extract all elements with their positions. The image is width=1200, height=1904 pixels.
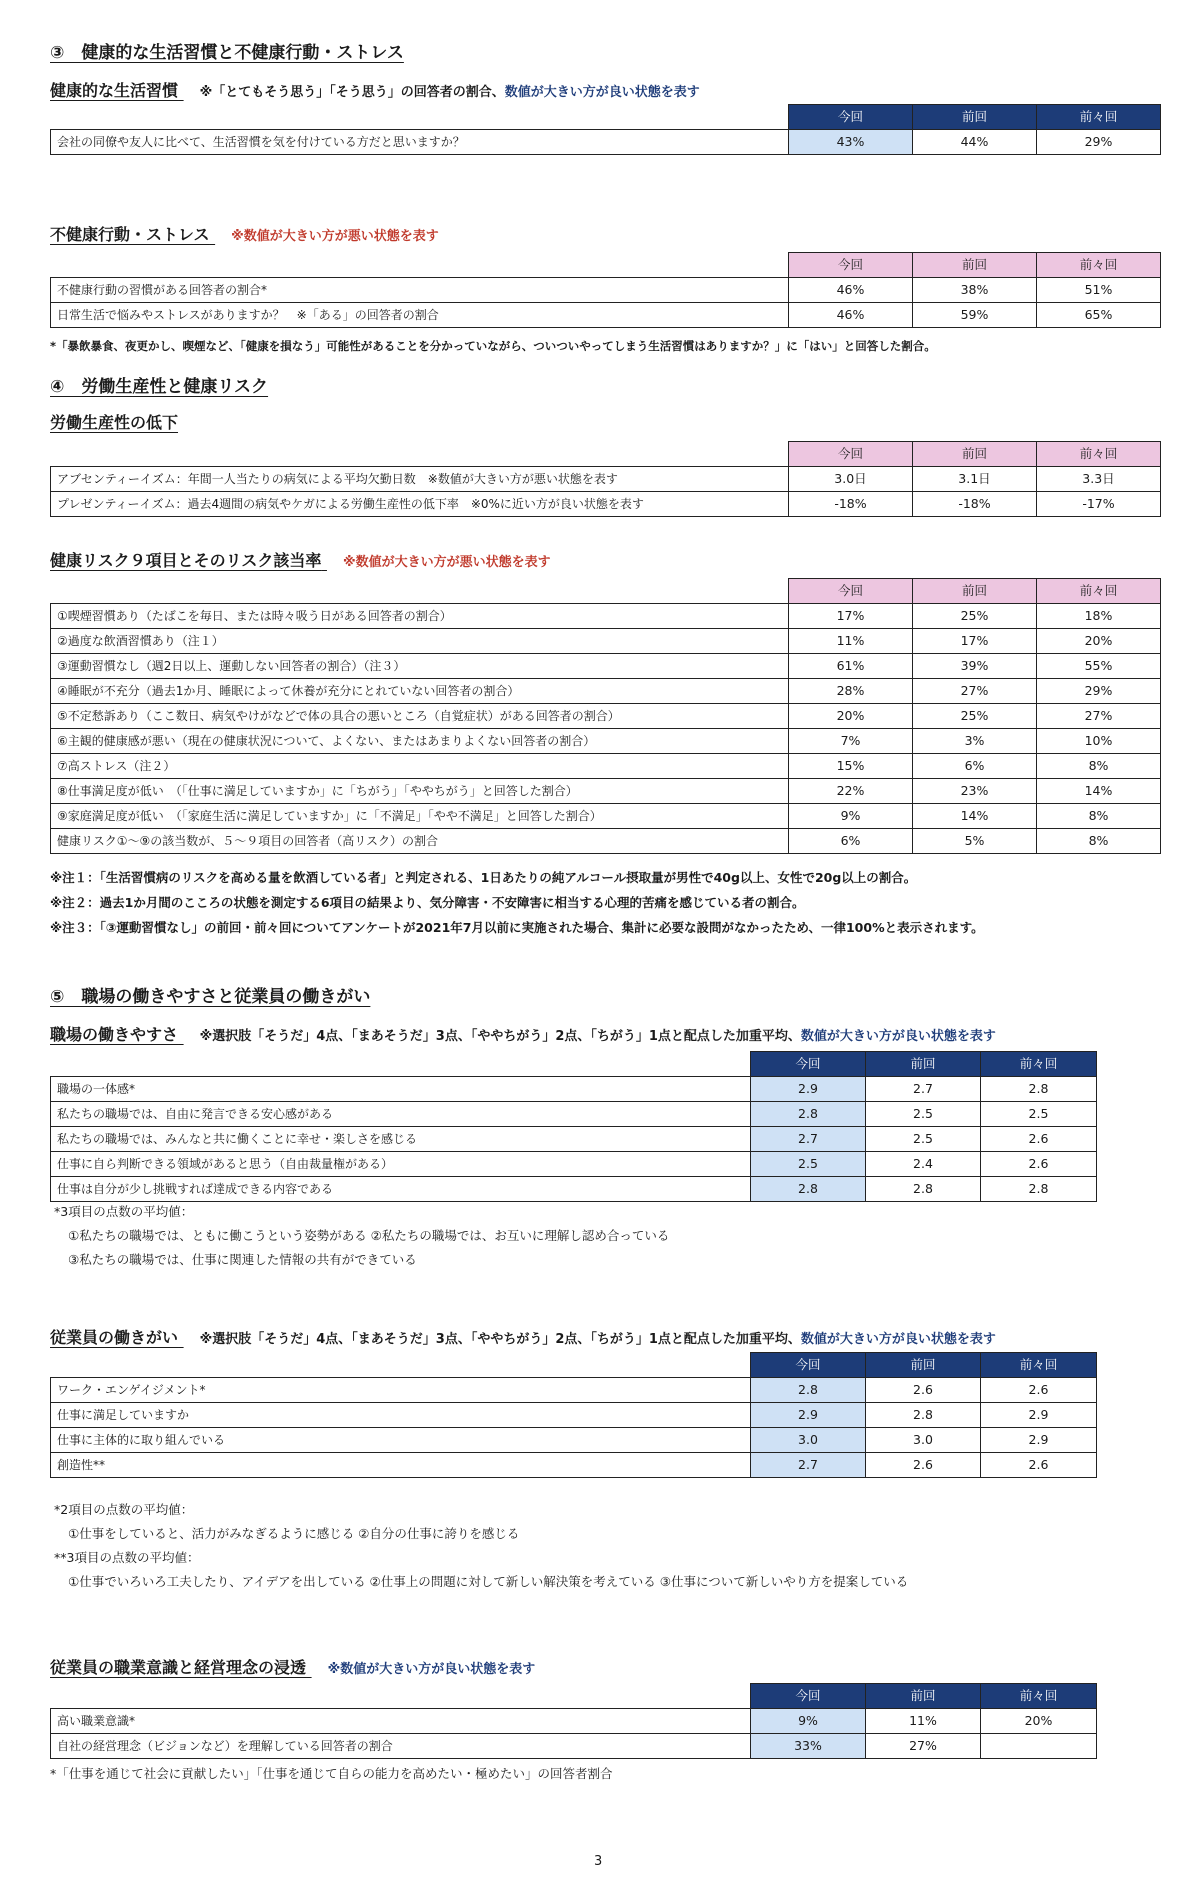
- engagement-note: ※選択肢「そうだ」4点、「まあそうだ」3点、「ややちがう」2点、「ちがう」1点と配点した加重平均、: [199, 1332, 801, 1347]
- awareness-note: ※数値が大きい方が良い状態を表す: [327, 1662, 536, 1677]
- risk-note: ※数値が大きい方が悪い状態を表す: [342, 555, 551, 570]
- engagement-note-1: *2項目の点数の平均値：: [54, 1502, 194, 1517]
- section3-title: ③ 健康的な生活習慣と不健康行動・ストレス: [50, 43, 404, 63]
- table-row: ⑥主観的健康感が悪い（現在の健康状況について、よくない、またはあまりよくない回答者の割合） 7% 3% 10%: [51, 729, 1161, 754]
- lifestyle-note-emph: 数値が大きい方が良い状態を表す: [504, 85, 700, 100]
- engagement-title: 従業員の働きがい ※選択肢「そうだ」4点、「まあそうだ」3点、「ややちがう」2点、「ちがう」1点と配点した加重平均、数値が大きい方が良い状態を表す: [50, 1328, 996, 1347]
- productivity-table: 今回 前回 前々回 アブセンティーイズム：年間一人当たりの病気による平均欠勤日数 ※数値が大きい方が悪い状態を表す 3.0日 3.1日 3.3日 プレゼンティーイズム：過去4週間の病気やケガによる労働生産性の低下率 ※0%に近い方が良い状態を表す -18% -18% -17%: [50, 441, 1161, 517]
- workplace-note: ※選択肢「そうだ」4点、「まあそうだ」3点、「ややちがう」2点、「ちがう」1点と配点した加重平均、: [199, 1029, 801, 1044]
- table-row: 健康リスク①～⑨の該当数が、５～９項目の回答者（高リスク）の割合 6% 5% 8%: [51, 829, 1161, 854]
- table-row: 創造性** 2.7 2.6 2.6: [51, 1453, 1097, 1478]
- workplace-title: 職場の働きやすさ ※選択肢「そうだ」4点、「まあそうだ」3点、「ややちがう」2点、「ちがう」1点と配点した加重平均、数値が大きい方が良い状態を表す: [50, 1025, 996, 1044]
- engagement-note-emph: 数値が大きい方が良い状態を表す: [800, 1332, 996, 1347]
- table-row: 職場の一体感* 2.9 2.7 2.8: [51, 1077, 1097, 1102]
- table-row: 会社の同僚や友人に比べて、生活習慣を気を付けている方だと思いますか？ 43% 44% 29%: [51, 130, 1161, 155]
- unhealthy-table: 今回 前回 前々回 不健康行動の習慣がある回答者の割合* 46% 38% 51% 日常生活で悩みやストレスがありますか？ ※「ある」の回答者の割合 46% 59% 65%: [50, 252, 1161, 328]
- table-row: ④睡眠が不充分（過去1か月、睡眠によって休養が充分にとれていない回答者の割合） 28% 27% 29%: [51, 679, 1161, 704]
- table-row: 私たちの職場では、みんなと共に働くことに幸せ・楽しさを感じる 2.7 2.5 2.6: [51, 1127, 1097, 1152]
- productivity-title: 労働生産性の低下: [50, 413, 179, 432]
- table-row: 自社の経営理念（ビジョンなど）を理解している回答者の割合 33% 27%: [51, 1734, 1097, 1759]
- table-row: 私たちの職場では、自由に発言できる安心感がある 2.8 2.5 2.5: [51, 1102, 1097, 1127]
- table-row: ⑧仕事満足度が低い （「仕事に満足していますか」に「ちがう」「ややちがう」と回答した割合） 22% 23% 14%: [51, 779, 1161, 804]
- workplace-note-2: ①私たちの職場では、ともに働こうという姿勢がある ②私たちの職場では、お互いに理解し認め合っている: [68, 1228, 670, 1243]
- table-row: ③運動習慣なし（週2日以上、運動しない回答者の割合）（注３） 61% 39% 55%: [51, 654, 1161, 679]
- engagement-note-2: ①仕事をしていると、活力がみなぎるように感じる ②自分の仕事に誇りを感じる: [68, 1526, 520, 1541]
- col-header-current: 今回: [789, 105, 913, 130]
- table-row: ①喫煙習慣あり（たばこを毎日、または時々吸う日がある回答者の割合） 17% 25% 18%: [51, 604, 1161, 629]
- table-row: 仕事に主体的に取り組んでいる 3.0 3.0 2.9: [51, 1428, 1097, 1453]
- table-row: ⑤不定愁訴あり（ここ数日、病気やけがなどで体の具合の悪いところ（自覚症状）がある回答者の割合） 20% 25% 27%: [51, 704, 1161, 729]
- lifestyle-table: [50, 104, 1161, 155]
- table-row: 日常生活で悩みやストレスがありますか？ ※「ある」の回答者の割合 46% 59% 65%: [51, 303, 1161, 328]
- risk-note-1: ※注１：「生活習慣病のリスクを高める量を飲酒している者」と判定される、1日あたりの純アルコール摂取量が男性で40g以上、女性で20g以上の割合。: [50, 870, 917, 885]
- awareness-title: 従業員の職業意識と経営理念の浸透 ※数値が大きい方が良い状態を表す: [50, 1658, 536, 1677]
- col-header-before-previous: 前々回: [1037, 105, 1161, 130]
- engagement-table: 今回 前回 前々回 ワーク・エンゲイジメント* 2.8 2.6 2.6 仕事に満足していますか 2.9 2.8 2.9 仕事に主体的に取り組んでいる 3.0 3.0 2.9 創造性** 2.7 2.6 2.6: [50, 1352, 1097, 1478]
- section4-title: ④ 労働生産性と健康リスク: [50, 377, 269, 397]
- lifestyle-note: ※「とてもそう思う」「そう思う」の回答者の割合、: [199, 85, 505, 100]
- table-row: 高い職業意識* 9% 11% 20%: [51, 1709, 1097, 1734]
- table-row: ⑨家庭満足度が低い （「家庭生活に満足していますか」に「不満足」「やや不満足」と回答した割合） 9% 14% 8%: [51, 804, 1161, 829]
- risk-note-2: ※注２：過去1か月間のこころの状態を測定する6項目の結果より、気分障害・不安障害に相当する心理的苦痛を感じている者の割合。: [50, 895, 805, 910]
- workplace-note-3: ③私たちの職場では、仕事に関連した情報の共有ができている: [68, 1252, 417, 1267]
- section5-title: ⑤ 職場の働きやすさと従業員の働きがい: [50, 987, 371, 1007]
- unhealthy-title: 不健康行動・ストレス ※数値が大きい方が悪い状態を表す: [50, 225, 439, 244]
- table-row: 仕事に自ら判断できる領域があると思う（自由裁量権がある） 2.5 2.4 2.6: [51, 1152, 1097, 1177]
- awareness-footnote: *「仕事を通じて社会に貢献したい」「仕事を通じて自らの能力を高めたい・極めたい」の回答者割合: [50, 1766, 613, 1781]
- table-row: ワーク・エンゲイジメント* 2.8 2.6 2.6: [51, 1378, 1097, 1403]
- risk-note-3: ※注３：「③運動習慣なし」の前回・前々回についてアンケートが2021年7月以前に実施された場合、集計に必要な設問がなかったため、一律100%と表示されます。: [50, 920, 984, 935]
- table-row: アブセンティーイズム：年間一人当たりの病気による平均欠勤日数 ※数値が大きい方が悪い状態を表す 3.0日 3.1日 3.3日: [51, 467, 1161, 492]
- unhealthy-note: ※数値が大きい方が悪い状態を表す: [231, 229, 439, 244]
- risk-title: 健康リスク９項目とそのリスク該当率 ※数値が大きい方が悪い状態を表す: [50, 551, 551, 570]
- workplace-note-emph: 数値が大きい方が良い状態を表す: [800, 1029, 996, 1044]
- workplace-note-1: *3項目の点数の平均値：: [54, 1204, 194, 1219]
- page-number: 3: [594, 1854, 603, 1869]
- col-header-previous: 前回: [913, 105, 1037, 130]
- engagement-note-4: ①仕事でいろいろ工夫したり、アイデアを出している ②仕事上の問題に対して新しい解決策を考えている ③仕事について新しいやり方を提案している: [68, 1574, 909, 1589]
- engagement-note-3: **3項目の点数の平均値：: [54, 1550, 200, 1565]
- awareness-table: 今回 前回 前々回 高い職業意識* 9% 11% 20% 自社の経営理念（ビジョンなど）を理解している回答者の割合 33% 27%: [50, 1683, 1097, 1759]
- risk-table: 今回 前回 前々回 ①喫煙習慣あり（たばこを毎日、または時々吸う日がある回答者の割合） 17% 25% 18% ②過度な飲酒習慣あり（注１） 11% 17% 20% ③運動習慣なし（週2日以上、運動しない回答者の割合）（注３） 61% 39% 55% ④睡眠が不充分（過去1か月、睡眠によって休養が充分にとれていない回答者の割合） 28% 27% 29% ⑤不定愁訴あり（ここ数日、病気やけがなどで体の具合の悪いところ（自覚症状）がある回答者の割合） 20% 25% 27% ⑥主観的健康感が悪い（現在の健康状況について、よくない、またはあまりよくない回答者の割合） 7% 3% 10% ⑦高ストレス（注２） 15% 6% 8% ⑧仕事満足度が低い （「仕事に満足していますか」に「ちがう」「ややちがう」と回答した割合） 22% 23% 14% ⑨家庭満足度が低い （「家庭生活に満足していますか」に「不満足」「やや不満足」と回答した割合） 9% 14% 8% 健康リスク①～⑨の該当数が、５～９項目の回答者（高リスク）の割合 6% 5% 8%: [50, 578, 1161, 854]
- table-row: ②過度な飲酒習慣あり（注１） 11% 17% 20%: [51, 629, 1161, 654]
- workplace-table: 今回 前回 前々回 職場の一体感* 2.9 2.7 2.8 私たちの職場では、自由に発言できる安心感がある 2.8 2.5 2.5 私たちの職場では、みんなと共に働くことに幸せ・楽しさを感じる 2.7 2.5 2.6 仕事に自ら判断できる領域があると思う（自由裁量権がある） 2.5 2.4 2.6 仕事は自分が少し挑戦すれば達成できる内容である 2.8 2.8 2.8: [50, 1051, 1097, 1202]
- table-row: ⑦高ストレス（注２） 15% 6% 8%: [51, 754, 1161, 779]
- table-row: 不健康行動の習慣がある回答者の割合* 46% 38% 51%: [51, 278, 1161, 303]
- table-row: プレゼンティーイズム：過去4週間の病気やケガによる労働生産性の低下率 ※0%に近い方が良い状態を表す -18% -18% -17%: [51, 492, 1161, 517]
- lifestyle-title: 健康的な生活習慣 ※「とてもそう思う」「そう思う」の回答者の割合、数値が大きい方が良い状態を表す: [50, 81, 700, 100]
- table-row: 仕事に満足していますか 2.9 2.8 2.9: [51, 1403, 1097, 1428]
- unhealthy-footnote: *「暴飲暴食、夜更かし、喫煙など、「健康を損なう」可能性があることを分かっていながら、ついついやってしまう生活習慣はありますか？」に「はい」と回答した割合。: [50, 339, 936, 353]
- table-row: 仕事は自分が少し挑戦すれば達成できる内容である 2.8 2.8 2.8: [51, 1177, 1097, 1202]
